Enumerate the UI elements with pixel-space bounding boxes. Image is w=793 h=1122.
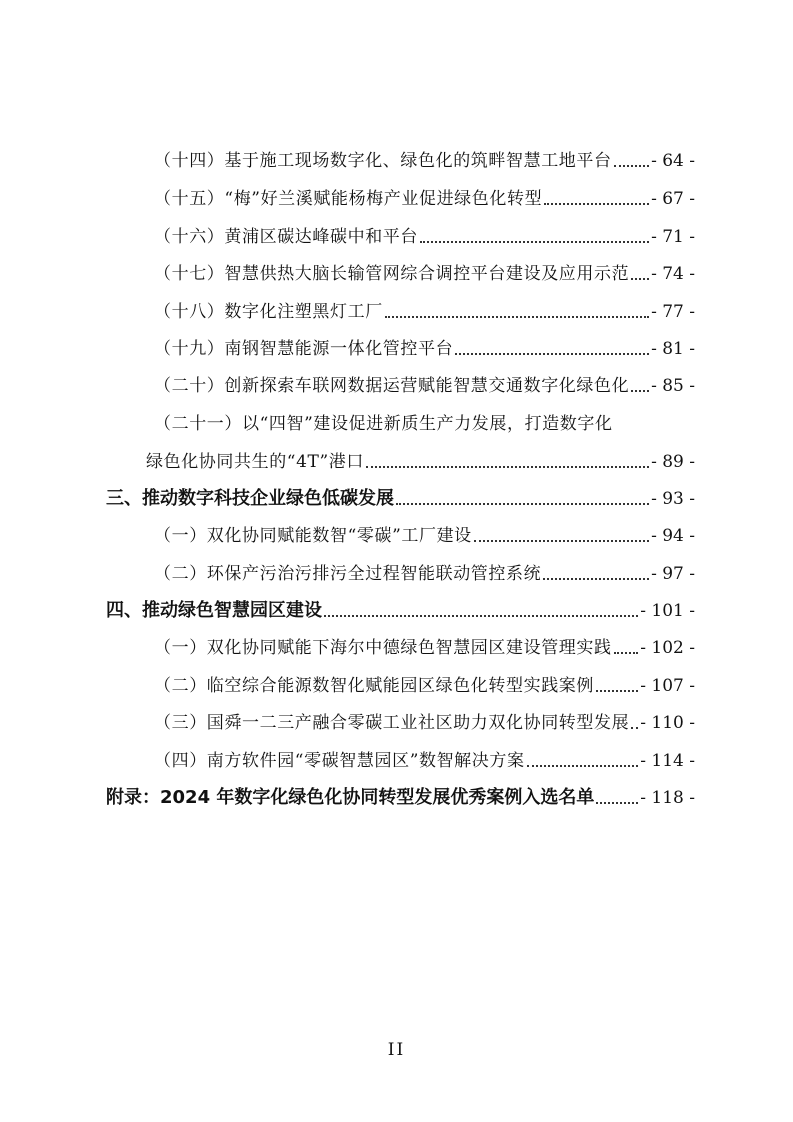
toc-entry-page: - 102 - (640, 638, 695, 658)
toc-entry[interactable] (154, 521, 695, 551)
toc-leader (543, 577, 649, 580)
toc-entry-page: - 97 - (651, 564, 695, 584)
toc-entry[interactable] (154, 409, 613, 439)
toc-leader (614, 164, 649, 167)
toc-entry[interactable] (154, 559, 695, 589)
toc-leader (596, 801, 638, 804)
toc-leader (324, 614, 638, 617)
toc-entry[interactable] (146, 447, 695, 477)
toc-leader (544, 202, 649, 205)
toc-entry-title: （一）双化协同赋能下海尔中德绿色智慧园区建设管理实践 (154, 638, 612, 658)
toc-leader (527, 764, 639, 767)
toc-entry-title: （十九）南钢智慧能源一体化管控平台 (154, 339, 454, 359)
toc-entry-title: （十五）“梅”好兰溪赋能杨梅产业促进绿色化转型 (154, 189, 543, 209)
toc-leader (596, 689, 638, 692)
toc-entry[interactable] (154, 184, 695, 214)
toc-entry[interactable] (154, 708, 695, 738)
toc-entry[interactable] (154, 371, 695, 401)
toc-entry-page: - 118 - (640, 788, 695, 808)
toc-entry-page: - 74 - (651, 264, 695, 284)
toc-entry-page: - 77 - (651, 302, 695, 322)
toc-entry-page: - 71 - (651, 227, 695, 247)
toc-entry[interactable] (154, 297, 695, 327)
toc-leader (455, 352, 649, 355)
toc-entry-page: - 107 - (640, 676, 695, 696)
toc-section[interactable] (106, 596, 695, 626)
toc-leader (631, 277, 649, 280)
toc-entry-page: - 93 - (651, 489, 695, 509)
toc-appendix[interactable] (106, 783, 695, 813)
toc-entry-title: （二十）创新探索车联网数据运营赋能智慧交通数字化绿色化 (154, 376, 630, 396)
toc-entry-title: （十七）智慧供热大脑长输管网综合调控平台建设及应用示范 (154, 264, 630, 284)
toc-section-title: 四、推动绿色智慧园区建设 (106, 600, 322, 621)
toc-entry-title: 绿色化协同共生的“4T”港口 (146, 452, 364, 472)
toc-leader (420, 240, 649, 243)
page-number: II (387, 1040, 406, 1060)
toc-entry[interactable] (154, 222, 695, 252)
toc-section[interactable] (106, 484, 695, 514)
toc-entry-page: - 64 - (651, 151, 695, 171)
toc-leader (385, 315, 649, 318)
toc-entry-title: （四）南方软件园“零碳智慧园区”数智解决方案 (154, 751, 525, 771)
toc-entry-title: （十六）黄浦区碳达峰碳中和平台 (154, 227, 418, 247)
toc-leader (614, 651, 639, 654)
toc-entry-page: - 89 - (651, 452, 695, 472)
toc-entry[interactable] (154, 633, 695, 663)
toc-entry[interactable] (154, 671, 695, 701)
toc-leader (474, 539, 649, 542)
toc-leader (366, 465, 649, 468)
toc-leader (631, 389, 649, 392)
toc-leader (396, 502, 649, 505)
toc-entry-title: （二十一）以“四智”建设促进新质生产力发展，打造数字化 (154, 414, 613, 434)
toc-entry-page: - 101 - (640, 601, 695, 621)
toc-leader (631, 726, 638, 729)
toc-entry-title: （一）双化协同赋能数智“零碳”工厂建设 (154, 526, 472, 546)
toc-entry-page: - 67 - (651, 189, 695, 209)
toc-entry-page: - 81 - (651, 339, 695, 359)
toc-entry-title: （十八）数字化注塑黑灯工厂 (154, 302, 383, 322)
toc-entry[interactable] (154, 746, 695, 776)
toc-entry-page: - 85 - (651, 376, 695, 396)
toc-entry-page: - 114 - (640, 751, 695, 771)
toc-entry-page: - 94 - (651, 526, 695, 546)
toc-entry[interactable] (154, 146, 695, 176)
toc-section-title: 三、推动数字科技企业绿色低碳发展 (106, 488, 394, 509)
toc-entry-title: （二）临空综合能源数智化赋能园区绿色化转型实践案例 (154, 676, 594, 696)
toc-entry-title: （十四）基于施工现场数字化、绿色化的筑畔智慧工地平台 (154, 151, 612, 171)
toc-entry-page: - 110 - (640, 713, 695, 733)
toc-entry-title: （二）环保产污治污排污全过程智能联动管控系统 (154, 564, 542, 584)
toc-entry[interactable] (154, 259, 695, 289)
toc-appendix-title: 附录：2024 年数字化绿色化协同转型发展优秀案例入选名单 (106, 787, 595, 808)
toc-entry-title: （三）国舜一二三产融合零碳工业社区助力双化协同转型发展 (154, 713, 630, 733)
toc-entry[interactable] (154, 334, 695, 364)
